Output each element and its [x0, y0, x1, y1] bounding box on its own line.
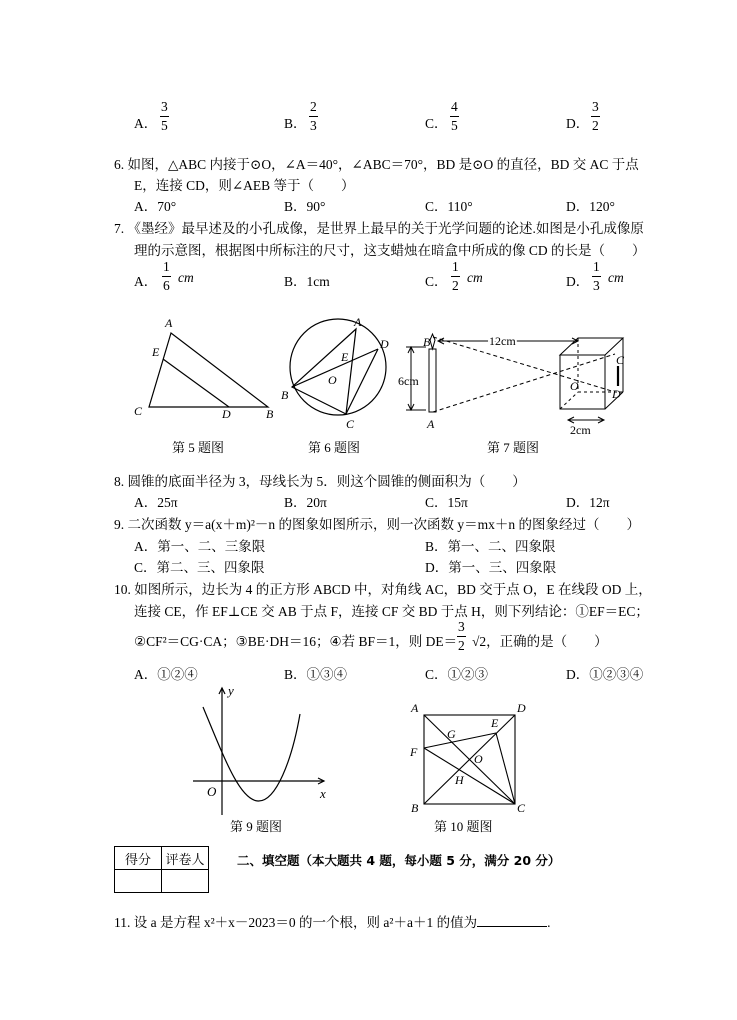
fraction: $\frac{1}{6}$	[163, 259, 170, 293]
svg-text:C: C	[346, 417, 355, 431]
q10-stem-line1: 10. 如图所示，边长为 4 的正方形 ABCD 中，对角线 AC，BD 交于点 O，E 在线段 OD 上，	[114, 582, 652, 597]
q7-option-b: B．1cm	[284, 274, 330, 289]
svg-text:G: G	[447, 727, 456, 741]
fraction: $\frac{1}{3}$	[593, 259, 600, 293]
svg-text:C: C	[517, 801, 526, 815]
fig7-caption: 第 7 题图	[487, 440, 540, 455]
grader-header: 评卷人	[162, 847, 209, 870]
figures-row-bottom	[0, 680, 737, 840]
svg-text:H: H	[455, 773, 464, 787]
svg-text:B: B	[411, 801, 419, 815]
score-table	[114, 846, 209, 893]
q8-stem: 8. 圆锥的底面半径为 3，母线长为 5．则这个圆锥的侧面积为（ ）	[114, 474, 526, 489]
svg-text:A: A	[411, 701, 419, 715]
q8-option-c: C．15π	[425, 495, 468, 510]
svg-text:D: D	[517, 701, 526, 715]
q11-stem: 11. 设 a 是方程 x²＋x－2023＝0 的一个根，则 a²＋a＋1 的值为 .	[114, 915, 551, 930]
svg-text:O: O	[570, 379, 579, 393]
svg-text:6cm: 6cm	[398, 374, 419, 388]
svg-text:B: B	[281, 388, 289, 402]
q6-stem-line2: E，连接 CD，则∠AEB 等于（ ）	[134, 178, 355, 193]
q9-option-d: D．第一、三、四象限	[425, 560, 557, 575]
q6-option-c: C．110°	[425, 199, 473, 214]
svg-text:E: E	[491, 716, 499, 730]
svg-text:O: O	[328, 373, 337, 387]
svg-text:F: F	[410, 745, 418, 759]
q10-option-d: D．①②③④	[566, 667, 644, 682]
svg-text:D: D	[380, 337, 389, 351]
svg-text:12cm: 12cm	[489, 334, 516, 348]
svg-text:E: E	[341, 350, 349, 364]
fraction: $\frac{3}{5}$	[161, 99, 168, 133]
q6-option-b: B．90°	[284, 199, 326, 214]
q10-option-b: B．①③④	[284, 667, 348, 682]
fig5-caption: 第 5 题图	[172, 440, 225, 455]
q7-stem-line2: 理的示意图，根据图中所标注的尺寸，这支蜡烛在暗盒中所成的像 CD 的长是（ ）	[134, 243, 646, 258]
q9-option-a: A．第一、二、三象限	[134, 539, 266, 554]
fraction: $\frac{1}{2}$	[452, 259, 459, 293]
fig10-caption: 第 10 题图	[434, 819, 493, 834]
q8-option-a: A．25π	[134, 495, 178, 510]
svg-text:D: D	[612, 387, 621, 401]
q6-option-d: D．120°	[566, 199, 615, 214]
label-d: D	[222, 407, 231, 421]
fraction: $\frac{4}{5}$	[451, 99, 458, 133]
q9-option-b: B．第一、二、四象限	[425, 539, 556, 554]
fig10-square	[424, 715, 515, 804]
svg-text:O: O	[474, 752, 483, 766]
q8-option-b: B．20π	[284, 495, 327, 510]
svg-text:C: C	[616, 353, 625, 367]
fig6-caption: 第 6 题图	[308, 440, 361, 455]
svg-text:x: x	[320, 786, 326, 801]
svg-text:y: y	[228, 683, 234, 698]
q10-option-c: C．①②③	[425, 667, 489, 682]
q6-stem-line1: 6. 如图，△ABC 内接于⊙O，∠A＝40°，∠ABC＝70°，BD 是⊙O 的直径，BD 交 AC 于点	[114, 157, 639, 172]
label-b: B	[266, 407, 274, 421]
figures-row-top	[0, 300, 737, 465]
svg-text:A: A	[354, 315, 362, 329]
grader-cell	[162, 870, 209, 893]
q7-stem-line1: 7. 《墨经》最早述及的小孔成像，是世界上最早的关于光学问题的论述.如图是小孔成像原	[114, 221, 644, 236]
q8-option-d: D．12π	[566, 495, 610, 510]
label-e: E	[152, 345, 160, 359]
q9-option-c: C．第二、三、四象限	[134, 560, 265, 575]
fraction: $\frac{3}{2}$	[458, 619, 465, 653]
q10-stem-line2: 连接 CE，作 EF⊥CE 交 AB 于点 F，连接 CF 交 BD 于点 H，则下列结论：①EF＝EC；	[134, 604, 649, 619]
label-c: C	[134, 404, 143, 418]
svg-text:A: A	[427, 417, 435, 431]
svg-text:O: O	[207, 784, 217, 799]
section-title: 二、填空题（本大题共 4 题，每小题 5 分，满分 20 分）	[237, 853, 561, 868]
svg-text:2cm: 2cm	[570, 423, 591, 437]
q10-option-a: A．①②④	[134, 667, 198, 682]
fraction: $\frac{3}{2}$	[592, 99, 599, 133]
fig6-circle	[290, 319, 386, 415]
q6-option-a: A．70°	[134, 199, 177, 214]
answer-blank[interactable]	[477, 914, 547, 927]
score-cell	[115, 870, 162, 893]
fig9-caption: 第 9 题图	[230, 819, 283, 834]
score-header: 得分	[115, 847, 162, 870]
label-a: A	[165, 316, 173, 330]
fig5-triangle	[149, 333, 268, 407]
q9-stem: 9. 二次函数 y＝a(x＋m)²－n 的图象如图所示，则一次函数 y＝mx＋n 的图象经过（ ）	[114, 517, 641, 532]
fraction: $\frac{2}{3}$	[310, 99, 317, 133]
svg-text:B: B	[423, 335, 431, 349]
